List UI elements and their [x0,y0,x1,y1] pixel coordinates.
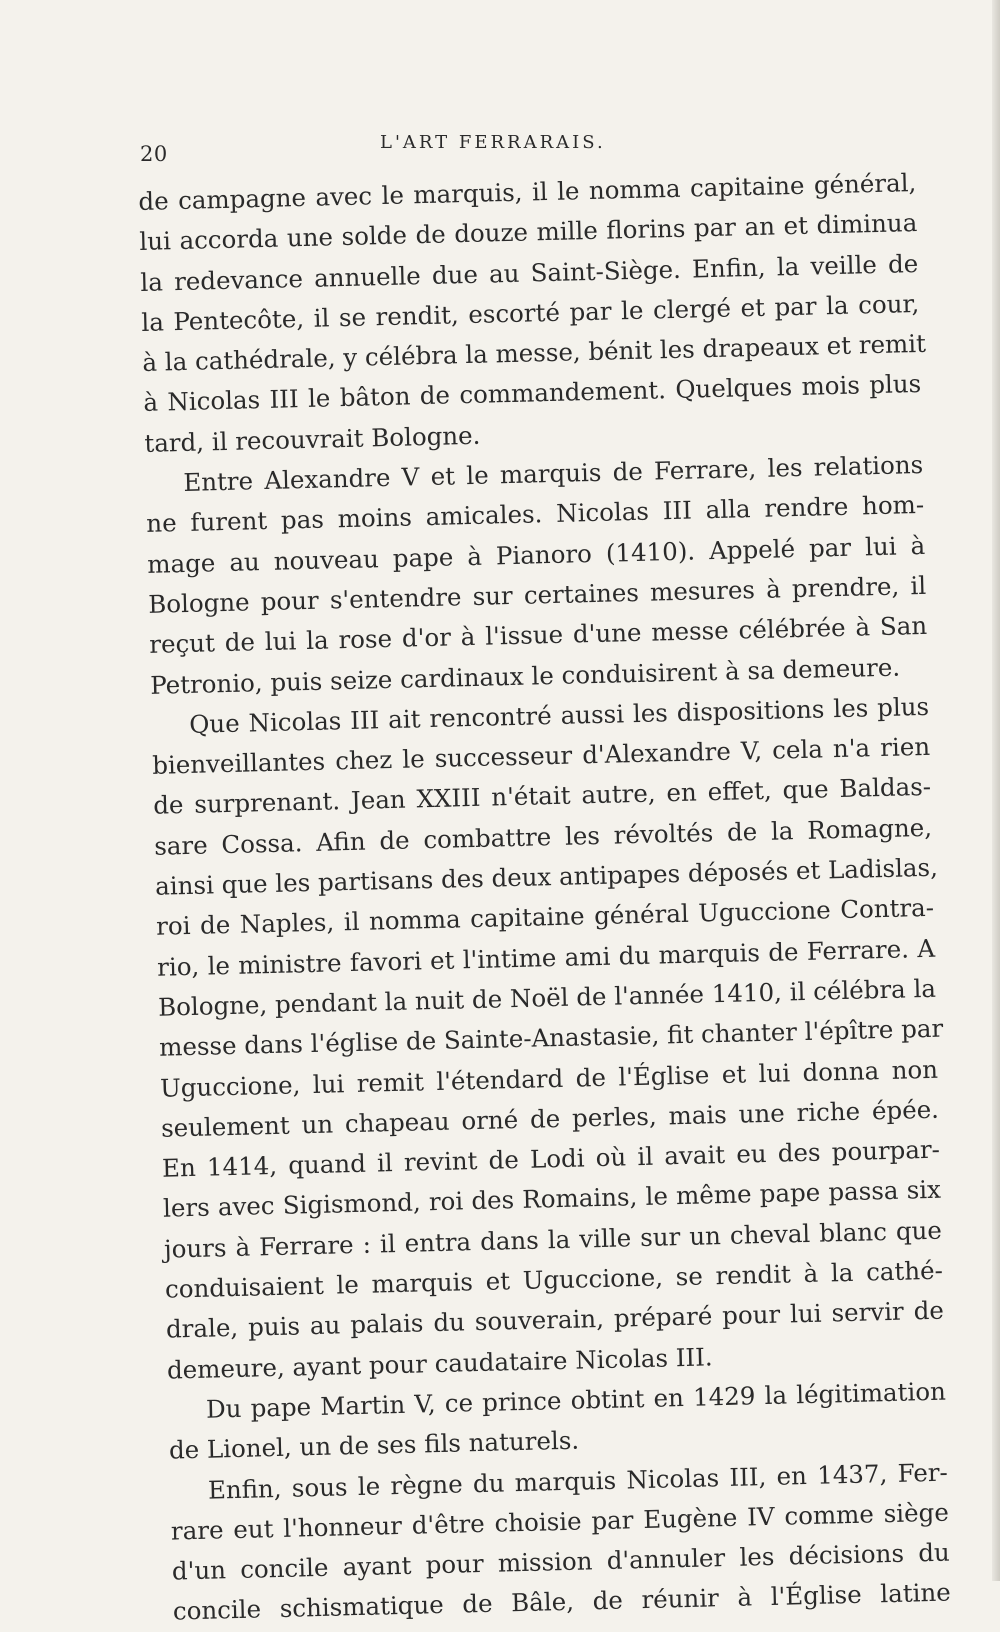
text-line: de surprenant. Jean XXIII n'était autre, en effet, que Baldas- [152,772,932,821]
text-line: la redevance annuelle due au Saint-Siège. Enfin, la veille de [140,248,919,297]
page-header [140,132,640,166]
scan-edge-shadow [992,0,1000,1581]
text-line: bienveillantes chez le successeur d'Alexandre V, cela n'a rien [151,731,931,780]
text-line: Petronio, puis seize cardinaux le conduisirent à sa demeure. [149,652,901,700]
text-line: sare Cossa. Afin de combattre les révoltés de la Romagne, [153,812,933,861]
body-text [138,163,951,1632]
text-line: Que Nicolas III ait rencontré aussi les dispositions les plus [188,691,930,739]
paragraph [145,445,929,706]
text-line: Bologne pour s'entendre sur certaines mesures à prendre, il [147,570,927,619]
text-line: de Lionel, un de ses fils naturels. [168,1425,580,1465]
page-number: 20 [140,142,168,166]
text-line: Bologne, pendant la nuit de Noël de l'année 1410, il célébra la [157,973,937,1022]
text-line: d'un concile ayant pour mission d'annuler les décisions du [171,1537,951,1586]
text-line: rare eut l'honneur d'être choisie par Eugène IV comme siège [170,1497,950,1546]
paragraph [138,163,927,464]
text-line: En 1414, quand il revint de Lodi où il avait eu des pourpar- [161,1134,941,1183]
running-title: L'ART FERRARAIS. [380,132,606,153]
text-line: drale, puis au palais du souverain, préparé pour lui servir de [165,1295,945,1344]
text-line: à Nicolas III le bâton de commandement. Quelques mois plus [143,369,922,418]
text-line: demeure, ayant pour caudataire Nicolas III. [166,1341,713,1385]
text-line: messe dans l'église de Sainte-Anastasie, fit chanter l'épître par [158,1013,944,1062]
text-line: Entre Alexandre V et le marquis de Ferrare, les relations [183,449,924,498]
text-line: à la cathédrale, y célébra la messe, bénit les drapeaux et remit [142,328,927,378]
text-line: Du pape Martin V, ce prince obtint en 1429 la légitimation [205,1376,947,1424]
text-line: concile schismatique de Bâle, de réunir à l'Église latine [172,1577,952,1626]
text-line: lui accorda une solde de douze mille florins par an et diminua [139,208,918,257]
text-line: Uguccione, lui remit l'étendard de l'Église et lui donna non [159,1054,939,1103]
text-line: reçut de lui la rose d'or à l'issue d'une messe célébrée à San [148,611,928,660]
text-line: rio, le ministre favori et l'intime ami du marquis de Ferrare. A [156,933,936,982]
text-line: roi de Naples, il nomma capitaine général Uguccione Contra- [155,893,935,942]
text-line: lers avec Sigismond, roi des Romains, le même pape passa six [162,1175,942,1224]
text-line: ainsi que les partisans des deux antipapes déposés et Ladislas, [154,852,939,901]
text-line: Enfin, sous le règne du marquis Nicolas III, en 1437, Fer- [207,1457,949,1505]
text-line: jours à Ferrare : il entra dans la ville sur un cheval blanc que [163,1215,943,1264]
paragraph [151,687,946,1391]
text-line: tard, il recouvrait Bologne. [144,420,481,458]
text-line: seulement un chapeau orné de perles, mais une riche épée. [160,1094,940,1143]
text-line: conduisaient le marquis et Uguccione, se rendit à la cathé- [164,1255,944,1304]
paragraph [170,1452,952,1632]
text-line: de campagne avec le marquis, il le nomma capitaine général, [138,167,917,216]
text-line: ne furent pas moins amicales. Nicolas III alla rendre hom- [145,490,925,539]
text-line: mage au nouveau pape à Pianoro (1410). Appelé par lui à [146,530,926,579]
text-line: la Pentecôte, il se rendit, escorté par le clergé et par la cour, [141,288,920,337]
